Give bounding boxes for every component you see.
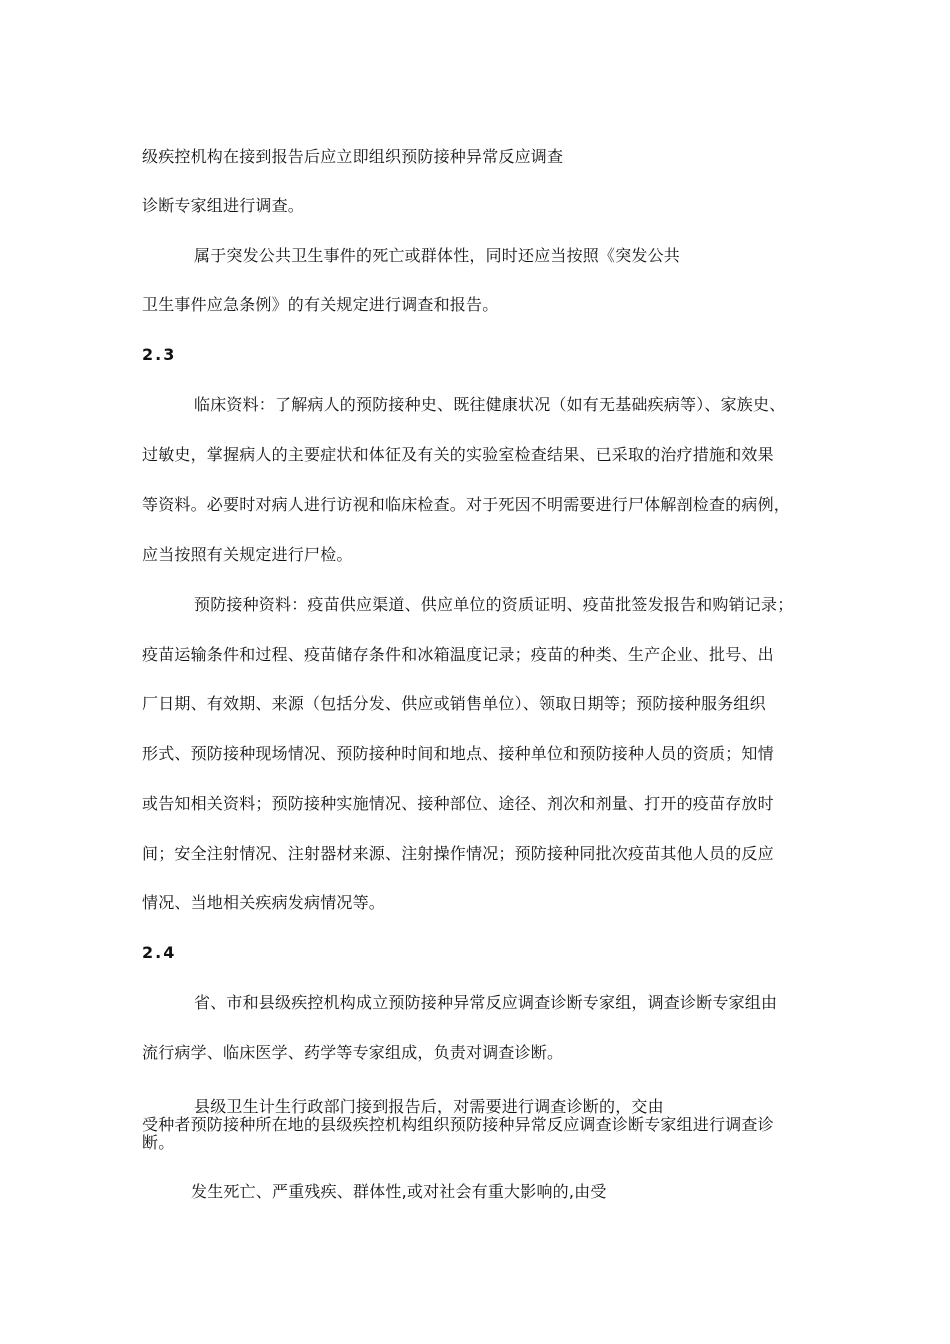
text-line: 诊断专家组进行调查。 [142, 196, 305, 215]
text-line: 过敏史，掌握病人的主要症状和体征及有关的实验室检查结果、已采取的治疗措施和效果 [142, 445, 774, 464]
text-line: 卫生事件应急条例》的有关规定进行调查和报告。 [142, 295, 499, 314]
text-line: 形式、预防接种现场情况、预防接种时间和地点、接种单位和预防接种人员的资质；知情 [142, 744, 774, 763]
text-line: 级疾控机构在接到报告后应立即组织预防接种异常反应调查 [142, 147, 564, 166]
text-line: 省、市和县级疾控机构成立预防接种异常反应调查诊断专家组，调查诊断专家组由 [194, 993, 778, 1012]
text-line: 属于突发公共卫生事件的死亡或群体性，同时还应当按照《突发公共 [194, 246, 681, 265]
text-line: 厂日期、有效期、来源（包括分发、供应或销售单位）、领取日期等；预防接种服务组织 [142, 694, 766, 713]
text-line: 或告知相关资料；预防接种实施情况、接种部位、途径、剂次和剂量、打开的疫苗存放时 [142, 794, 774, 813]
text-line: 疫苗运输条件和过程、疫苗储存条件和冰箱温度记录；疫苗的种类、生产企业、批号、出 [142, 645, 774, 664]
text-line: 间；安全注射情况、注射器材来源、注射操作情况；预防接种同批次疫苗其他人员的反应 [142, 844, 774, 863]
text-line: 发生死亡、严重残疾、群体性,或对社会有重大影响的,由受 [191, 1182, 607, 1201]
section-number: 2.4 [142, 943, 177, 962]
text-line: 县级卫生计生行政部门接到报告后，对需要进行调查诊断的，交由 [194, 1097, 664, 1116]
text-line: 情况、当地相关疾病发病情况等。 [142, 893, 386, 912]
text-line: 流行病学、临床医学、药学等专家组成，负责对调查诊断。 [142, 1043, 564, 1062]
section-number: 2.3 [142, 345, 177, 364]
text-line: 应当按照有关规定进行尸检。 [142, 545, 353, 564]
text-line: 预防接种资料：疫苗供应渠道、供应单位的资质证明、疫苗批签发报告和购销记录； [194, 595, 794, 614]
text-line: 断。 [142, 1133, 175, 1152]
text-line: 临床资料：了解病人的预防接种史、既往健康状况（如有无基础疾病等）、家族史、 [194, 395, 786, 414]
text-line: 等资料。必要时对病人进行访视和临床检查。对于死因不明需要进行尸体解剖检查的病例， [142, 495, 791, 514]
text-line: 受种者预防接种所在地的县级疾控机构组织预防接种异常反应调查诊断专家组进行调查诊 [142, 1115, 774, 1134]
